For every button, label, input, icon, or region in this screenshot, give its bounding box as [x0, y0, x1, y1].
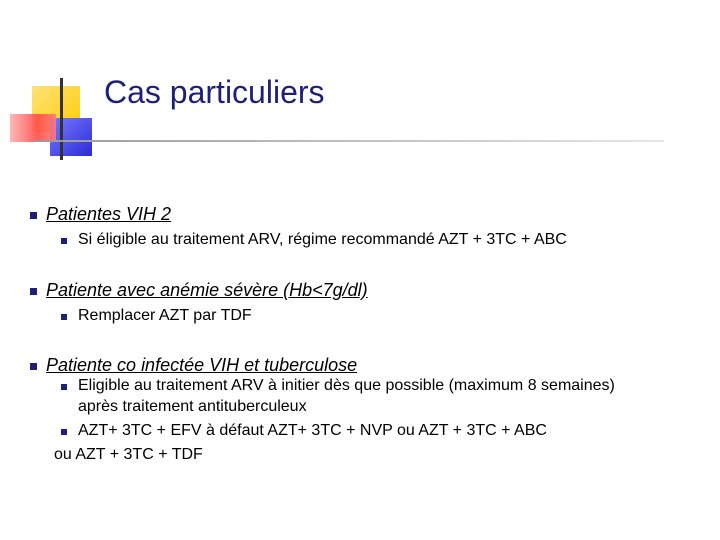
- sub-bullet-icon: [61, 314, 67, 320]
- slide-title: Cas particuliers: [104, 74, 325, 110]
- bullet-icon: [30, 363, 37, 370]
- section-item: AZT+ 3TC + EFV à défaut AZT+ 3TC + NVP ou AZT + 3TC + ABC: [78, 422, 547, 439]
- bullet-icon: [30, 288, 37, 295]
- section-heading-tuberculose: Patiente co infectée VIH et tuberculose: [46, 355, 358, 375]
- bullet-icon: [30, 212, 37, 219]
- logo-vertical-line: [60, 78, 63, 160]
- section-item: Remplacer AZT par TDF: [78, 307, 252, 324]
- section-item-continuation: après traitement antituberculeux: [78, 398, 307, 415]
- sub-bullet-icon: [61, 238, 67, 244]
- section-item: Eligible au traitement ARV à initier dès que possible (maximum 8 semaines): [78, 377, 615, 394]
- sub-bullet-icon: [61, 429, 67, 435]
- logo-horizontal-rule: [34, 140, 664, 142]
- section-heading-anemie: Patiente avec anémie sévère (Hb<7g/dl): [46, 280, 368, 300]
- section-item: Si éligible au traitement ARV, régime recommandé AZT + 3TC + ABC: [78, 231, 567, 248]
- sub-bullet-icon: [61, 384, 67, 390]
- section-item-continuation: ou AZT + 3TC + TDF: [54, 446, 203, 463]
- logo-blue-square: [50, 118, 92, 156]
- section-heading-vih2: Patientes VIH 2: [46, 204, 172, 224]
- logo-red-bar: [10, 114, 56, 142]
